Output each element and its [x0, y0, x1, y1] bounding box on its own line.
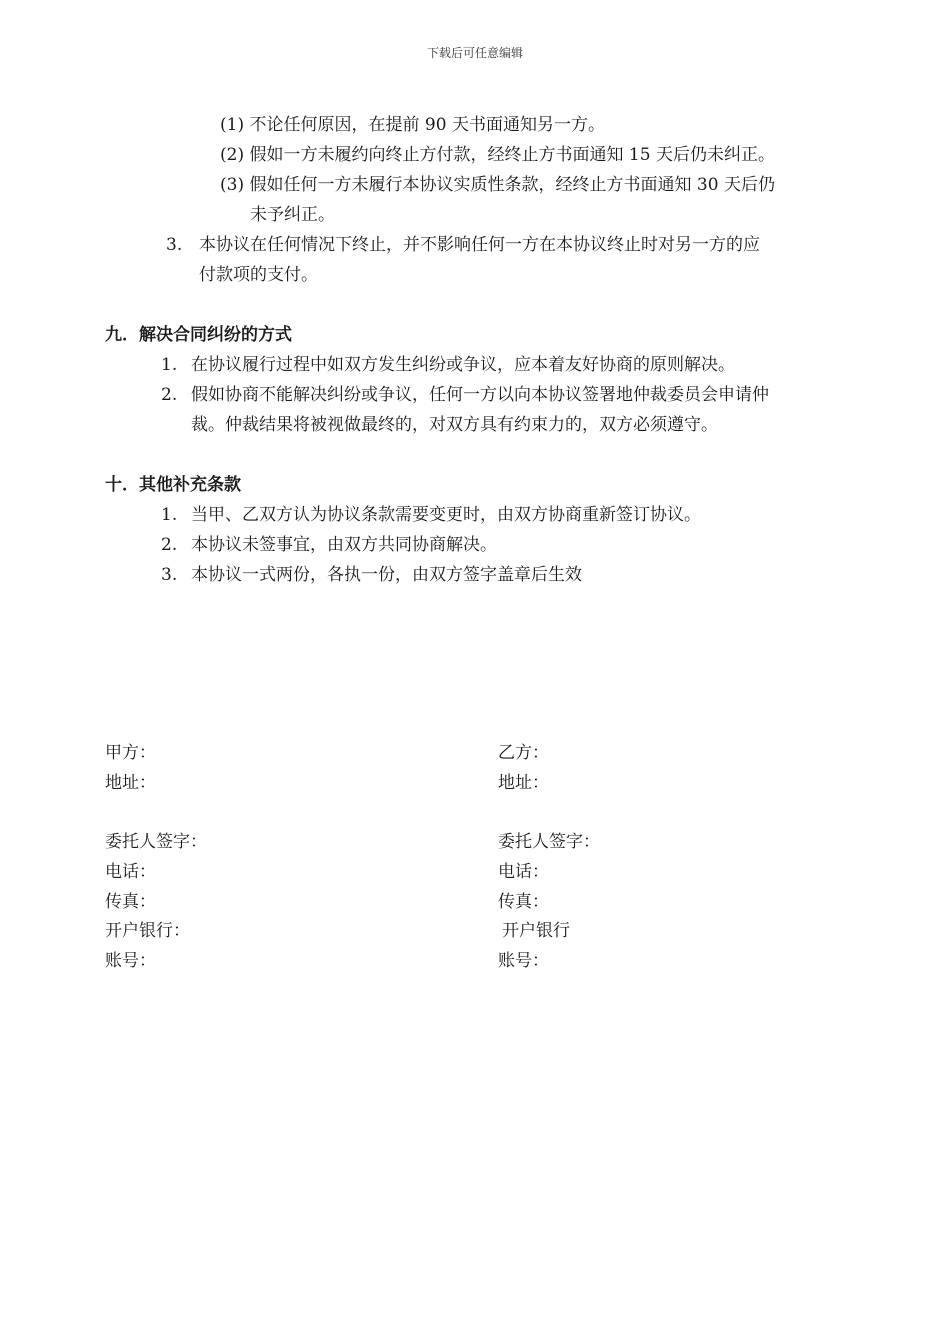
sub-item-3-continuation: 未予纠正。: [250, 205, 335, 225]
party-a-name-label: 甲方：: [105, 743, 156, 763]
section-9-item-2: [161, 383, 769, 407]
party-a-account-label: 账号：: [105, 951, 156, 971]
sub-item-marker: (1): [220, 115, 245, 135]
party-b-name-label: 乙方：: [498, 743, 549, 763]
header-note: 下载后可任意编辑: [426, 46, 523, 60]
clause-marker: 3.: [166, 235, 183, 255]
clause-text: 当甲、乙双方认为协议条款需要变更时，由双方协商重新签订协议。: [191, 505, 701, 525]
section-10-item-3: [161, 563, 582, 587]
clause-marker: 3.: [161, 565, 178, 585]
clause-item-3-continuation: 付款项的支付。: [199, 265, 318, 285]
section-10-item-2: [161, 533, 497, 557]
sub-item-text: 不论任何原因，在提前 90 天书面通知另一方。: [249, 115, 605, 135]
section-9-heading: 九．解决合同纠纷的方式: [105, 325, 292, 345]
clause-item-3: [166, 233, 760, 257]
sub-item-3: [220, 173, 775, 197]
clause-text: 本协议未签事宜，由双方共同协商解决。: [191, 535, 497, 555]
section-10-heading: 十．其他补充条款: [105, 475, 241, 495]
party-a-fax-label: 传真：: [105, 892, 156, 912]
section-9-item-1: [161, 353, 735, 377]
clause-text: 本协议一式两份，各执一份，由双方签字盖章后生效: [191, 565, 582, 585]
clause-marker: 2.: [161, 385, 178, 405]
clause-marker: 2.: [161, 535, 178, 555]
party-b-bank-label: 开户银行: [502, 921, 570, 941]
party-a-bank-label: 开户银行：: [105, 921, 190, 941]
sub-item-marker: (3): [220, 175, 245, 195]
clause-text: 假如协商不能解决纠纷或争议，任何一方以向本协议签署地仲裁委员会申请仲: [191, 385, 769, 405]
clause-marker: 1.: [161, 505, 178, 525]
party-b-address-label: 地址：: [498, 773, 549, 793]
sub-item-text: 假如一方未履约向终止方付款，经终止方书面通知 15 天后仍未纠正。: [249, 145, 775, 165]
clause-text: 在协议履行过程中如双方发生纠纷或争议，应本着友好协商的原则解决。: [191, 355, 735, 375]
section-10-item-1: [161, 503, 701, 527]
clause-marker: 1.: [161, 355, 178, 375]
party-b-signer-label: 委托人签字：: [498, 832, 600, 852]
party-b-fax-label: 传真：: [498, 892, 549, 912]
party-a-address-label: 地址：: [105, 773, 156, 793]
sub-item-text: 假如任何一方未履行本协议实质性条款，经终止方书面通知 30 天后仍: [249, 175, 775, 195]
party-b-phone-label: 电话：: [498, 862, 549, 882]
sub-item-1: [220, 113, 605, 137]
party-b-account-label: 账号：: [498, 951, 549, 971]
party-a-signer-label: 委托人签字：: [105, 832, 207, 852]
clause-text: 本协议在任何情况下终止，并不影响任何一方在本协议终止时对另一方的应: [199, 235, 760, 255]
sub-item-marker: (2): [220, 145, 245, 165]
section-9-item-2-continuation: 裁。仲裁结果将被视做最终的，对双方具有约束力的，双方必须遵守。: [191, 415, 718, 435]
sub-item-2: [220, 143, 775, 167]
party-a-phone-label: 电话：: [105, 862, 156, 882]
